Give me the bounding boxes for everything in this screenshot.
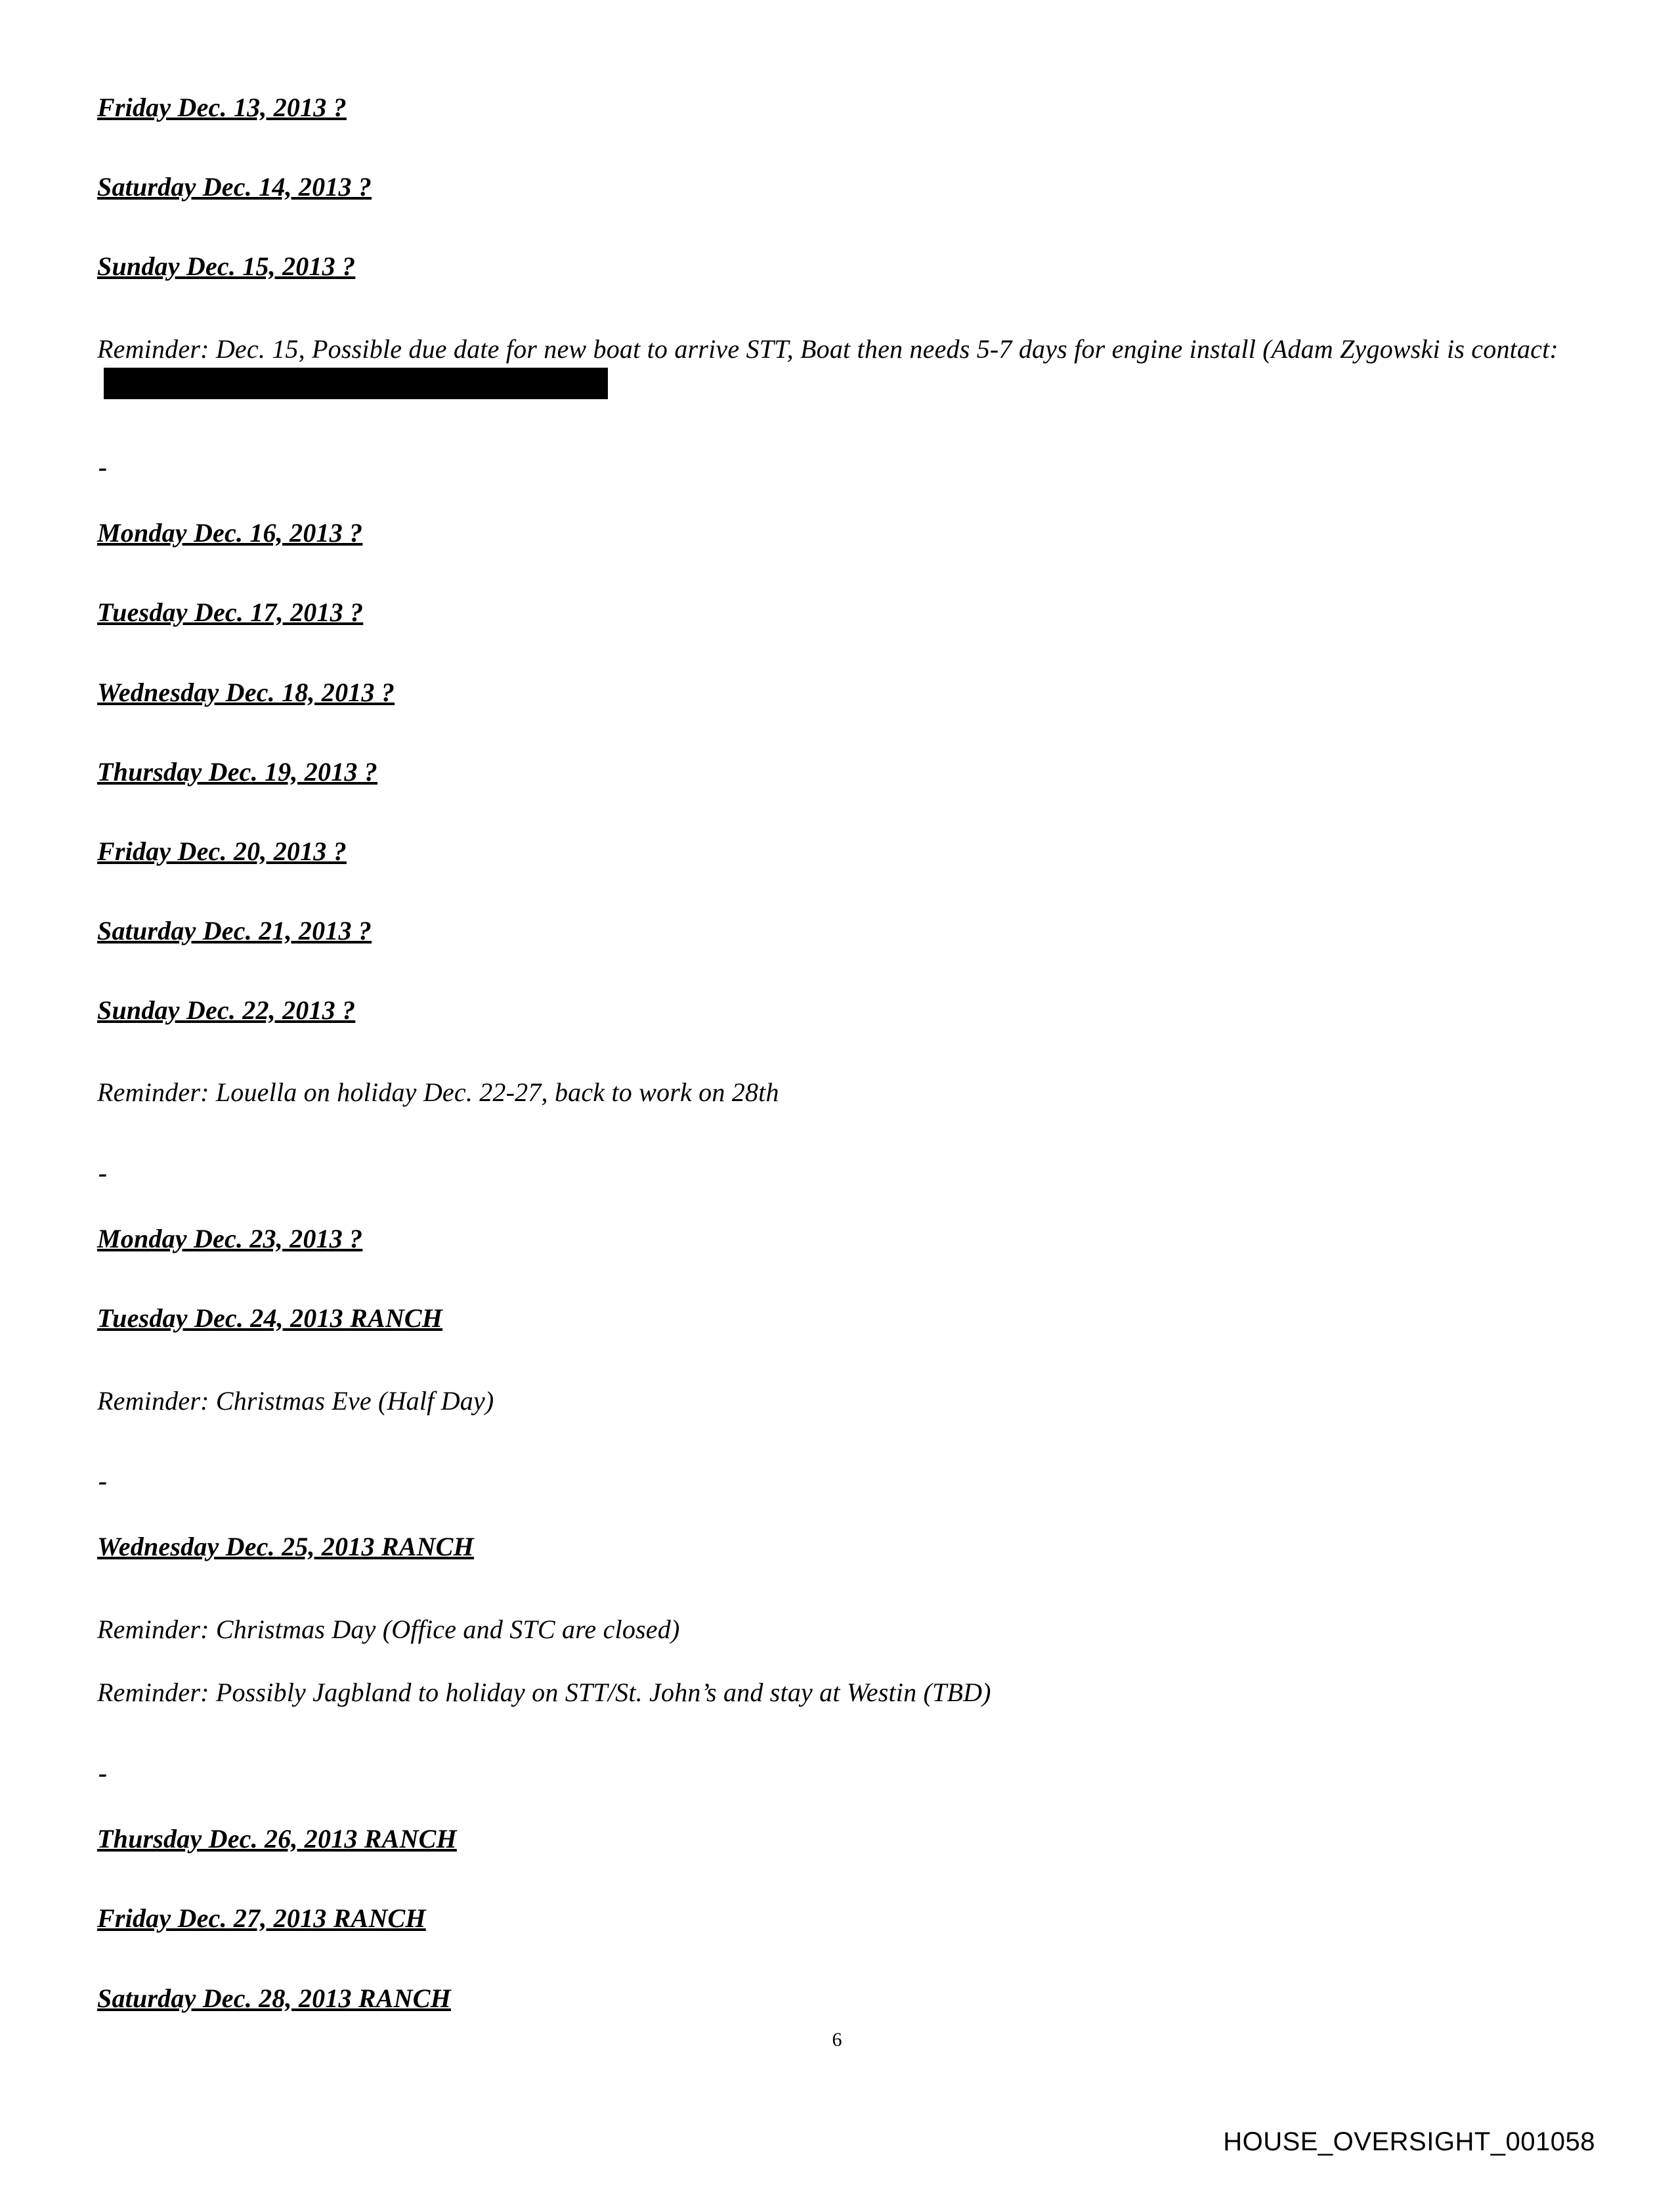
schedule-entry: Tuesday Dec. 24, 2013 RANCH <box>97 1303 443 1334</box>
reminder-note: Reminder: Christmas Eve (Half Day) <box>97 1385 494 1416</box>
schedule-entry: Monday Dec. 16, 2013 ? <box>97 518 363 548</box>
schedule-entry: Friday Dec. 20, 2013 ? <box>97 836 347 866</box>
schedule-entry: Thursday Dec. 26, 2013 RANCH <box>97 1824 457 1854</box>
schedule-entry: Thursday Dec. 19, 2013 ? <box>97 756 378 787</box>
reminder-note: Reminder: Louella on holiday Dec. 22-27, back to work on 28th <box>97 1077 779 1108</box>
schedule-entry: Wednesday Dec. 18, 2013 ? <box>97 677 395 707</box>
schedule-entry: Saturday Dec. 14, 2013 ? <box>97 172 372 202</box>
schedule-entry: Monday Dec. 23, 2013 ? <box>97 1224 363 1254</box>
list-dash: - <box>98 452 108 483</box>
reminder-note-redacted <box>97 331 1587 406</box>
reminder-note: Reminder: Christmas Day (Office and STC are closed) <box>97 1614 680 1644</box>
schedule-entry: Sunday Dec. 15, 2013 ? <box>97 251 356 282</box>
list-dash: - <box>98 1466 108 1496</box>
schedule-entry: Wednesday Dec. 25, 2013 RANCH <box>97 1532 474 1562</box>
schedule-entry: Saturday Dec. 21, 2013 ? <box>97 916 372 946</box>
schedule-entry: Friday Dec. 13, 2013 ? <box>97 93 347 122</box>
reminder-note: Reminder: Possibly Jagbland to holiday on STT/St. John’s and stay at Westin (TBD) <box>97 1678 991 1708</box>
page-number: 6 <box>832 2029 842 2050</box>
list-dash: - <box>98 1158 108 1188</box>
bates-stamp: HOUSE_OVERSIGHT_001058 <box>1223 2127 1595 2156</box>
list-dash: - <box>98 1758 108 1789</box>
document-body <box>97 92 1587 2062</box>
schedule-entry: Sunday Dec. 22, 2013 ? <box>97 995 356 1026</box>
schedule-entry: Tuesday Dec. 17, 2013 ? <box>97 597 364 628</box>
schedule-entry: Friday Dec. 27, 2013 RANCH <box>97 1903 426 1934</box>
schedule-entry: Saturday Dec. 28, 2013 RANCH <box>97 1983 451 2013</box>
reminder-note-text: Reminder: Dec. 15, Possible due date for new boat to arrive STT, Boat then needs 5-7 days for engine install (Adam Zygowski is contact: <box>97 334 1558 364</box>
redaction-bar <box>104 368 608 399</box>
